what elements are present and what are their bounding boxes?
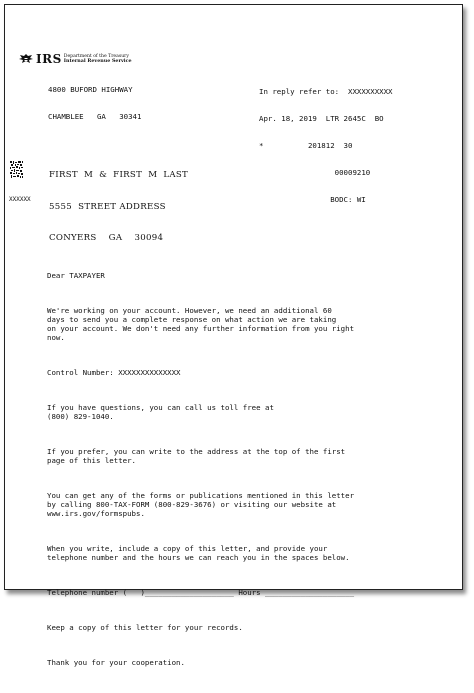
letter-body [47, 253, 447, 693]
paragraph-include-copy: When you write, include a copy of this letter, and provide your telephone number and the hours we can reach you in the spaces below. [47, 544, 350, 562]
control-number: Control Number: XXXXXXXXXXXXXX [47, 368, 181, 377]
paragraph-questions: If you have questions, you can call us toll free at (800) 829-1040. [47, 403, 274, 421]
paragraph-write: If you prefer, you can write to the address at the top of the first page of this letter. [47, 447, 346, 465]
tax-period-line: * 201812 30 [259, 141, 353, 150]
sender-city-line: CHAMBLEE GA 30341 [48, 112, 142, 121]
paragraph-status: We're working on your account. However, we need an additional 60 days to send you a complete response on what action we are taking on your account. We don't need any further information from you right now. [47, 306, 355, 342]
irs-letterhead-logo [18, 52, 132, 66]
barcode-icon [10, 161, 23, 178]
sender-address [48, 67, 141, 139]
closing: Thank you for your cooperation. [47, 658, 185, 667]
salutation: Dear TAXPAYER [47, 271, 105, 280]
recipient-street: 5555 STREET ADDRESS [49, 201, 166, 212]
paragraph-keep-copy: Keep a copy of this letter for your records. [47, 623, 243, 632]
letter-date-line: Apr. 18, 2019 LTR 2645C BO [259, 114, 384, 123]
reply-reference-block [259, 69, 393, 222]
bodc-line: BODC: WI [259, 195, 366, 204]
letter-page [4, 4, 463, 667]
recipient-city: CONYERS GA 30094 [49, 233, 164, 243]
eagle-emblem-icon [18, 53, 34, 66]
department-line: Department of the Treasury [63, 54, 129, 59]
side-identifier: XXXXXX [9, 196, 31, 203]
reply-refer-line: In reply refer to: XXXXXXXXXX [259, 87, 393, 96]
sender-address-line: 4800 BUFORD HIGHWAY [48, 85, 133, 94]
service-line: Internal Revenue Service [63, 58, 132, 64]
recipient-address [49, 149, 188, 265]
agency-short-name: IRS [36, 52, 62, 66]
recipient-name: FIRST M & FIRST M LAST [49, 170, 189, 180]
department-name [64, 54, 132, 64]
document-number-line: 00009210 [259, 168, 371, 177]
paragraph-forms: You can get any of the forms or publications mentioned in this letter by calling 800-TAX-FORM (800-829-3676) or visiting our website at www.irs.gov/formspubs. [47, 491, 355, 518]
telephone-hours-line: Telephone number ( )____________________ Hours ____________________ [47, 588, 355, 597]
